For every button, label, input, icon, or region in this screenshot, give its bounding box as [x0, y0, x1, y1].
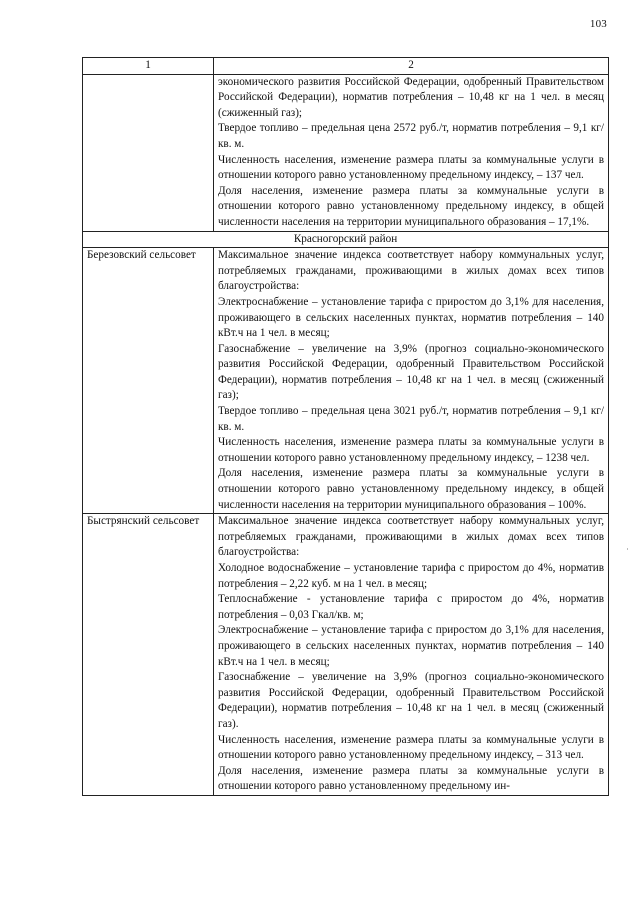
row-description-cell [214, 514, 609, 796]
paragraph: Теплоснабжение - установление тарифа с приростом до 4%, норматив потребления – 0,03 Гкал/кв. м; [218, 593, 604, 621]
paragraph: Твердое топливо – предельная цена 2572 руб./т, норматив потребления – 9,1 кг/кв. м. [218, 122, 604, 150]
paragraph: Твердое топливо – предельная цена 3021 руб./т, норматив потребления – 9,1 кг/кв. м. [218, 405, 604, 433]
table-header-row [83, 58, 609, 75]
table-row [83, 74, 609, 231]
page-number: 103 [589, 18, 607, 30]
paragraph: Газоснабжение – увеличение на 3,9% (прогноз социально-экономического развития Российской Федерации, одобренный Правительством Российской Федерации), норматив потребления – 10,48 кг на 1 чел. в месяц (сжиженный газ). [218, 671, 604, 730]
row-description-cell [214, 248, 609, 514]
column-header-2: 2 [214, 58, 609, 75]
paragraph: Численность населения, изменение размера платы за коммунальные услуги в отношении которого равно установленному предельному индексу, – 137 чел. [218, 153, 604, 182]
document-table [82, 57, 609, 796]
row-description-cell [214, 74, 609, 231]
paragraph: Максимальное значение индекса соответствует набору коммунальных услуг, потребляемых гражданами, проживающими в жилых домах всех типов благоустройства: [218, 249, 604, 293]
paragraph: Электроснабжение – установление тарифа с приростом до 3,1% для населения, проживающего в сельских населенных пунктах, норматив потребления – 140 кВт.ч на 1 чел. в месяц; [218, 624, 604, 668]
paragraph: Газоснабжение – увеличение на 3,9% (прогноз социально-экономического развития Российской Федерации, одобренный Правительством Российской Федерации), норматив потребления – 10,48 кг на 1 чел. в месяц (сжиженный газ); [218, 342, 604, 402]
scan-speck [627, 548, 628, 550]
column-header-1: 1 [83, 58, 214, 75]
row-name-cell [83, 74, 214, 231]
table-row [83, 248, 609, 514]
paragraph: Численность населения, изменение размера платы за коммунальные услуги в отношении которого равно установленному предельному индексу, – 1238 чел. [218, 436, 604, 464]
row-name-cell: Березовский сельсовет [83, 248, 214, 514]
paragraph: Доля населения, изменение размера платы за коммунальные услуги в отношении которого равно установленному предельному индексу, в общей численности населения на территории муниципального образования – 100%. [218, 467, 604, 511]
paragraph: Электроснабжение – установление тарифа с приростом до 3,1% для населения, проживающего в сельских населенных пунктах, норматив потребления – 140 кВт.ч на 1 чел. в месяц; [218, 295, 604, 340]
paragraph: Максимальное значение индекса соответствует набору коммунальных услуг, потребляемых гражданами, проживающими в жилых домах всех типов благоустройства: [218, 515, 604, 559]
table-row [83, 514, 609, 796]
paragraph: Холодное водоснабжение – установление тарифа с приростом до 4%, норматив потребления – 2,22 куб. м на 1 чел. в месяц; [218, 562, 604, 590]
paragraph: Численность населения, изменение размера платы за коммунальные услуги в отношении которого равно установленному предельному индексу, – 313 чел. [218, 733, 604, 762]
paragraph: Доля населения, изменение размера платы за коммунальные услуги в отношении которого равно установленному предельному ин- [218, 764, 604, 793]
section-title: Красногорский район [83, 231, 609, 248]
section-row [83, 231, 609, 248]
paragraph: экономического развития Российской Федерации, одобренный Правительством Российской Федерации), норматив потребления – 10,48 кг на 1 чел. в месяц (сжиженный газ); [218, 75, 604, 119]
paragraph: Доля населения, изменение размера платы за коммунальные услуги в отношении которого равно установленному предельному индексу, в общей численности населения на территории муниципального образования – 17,1%. [218, 184, 604, 228]
row-name-cell: Быстрянский сельсовет [83, 514, 214, 796]
